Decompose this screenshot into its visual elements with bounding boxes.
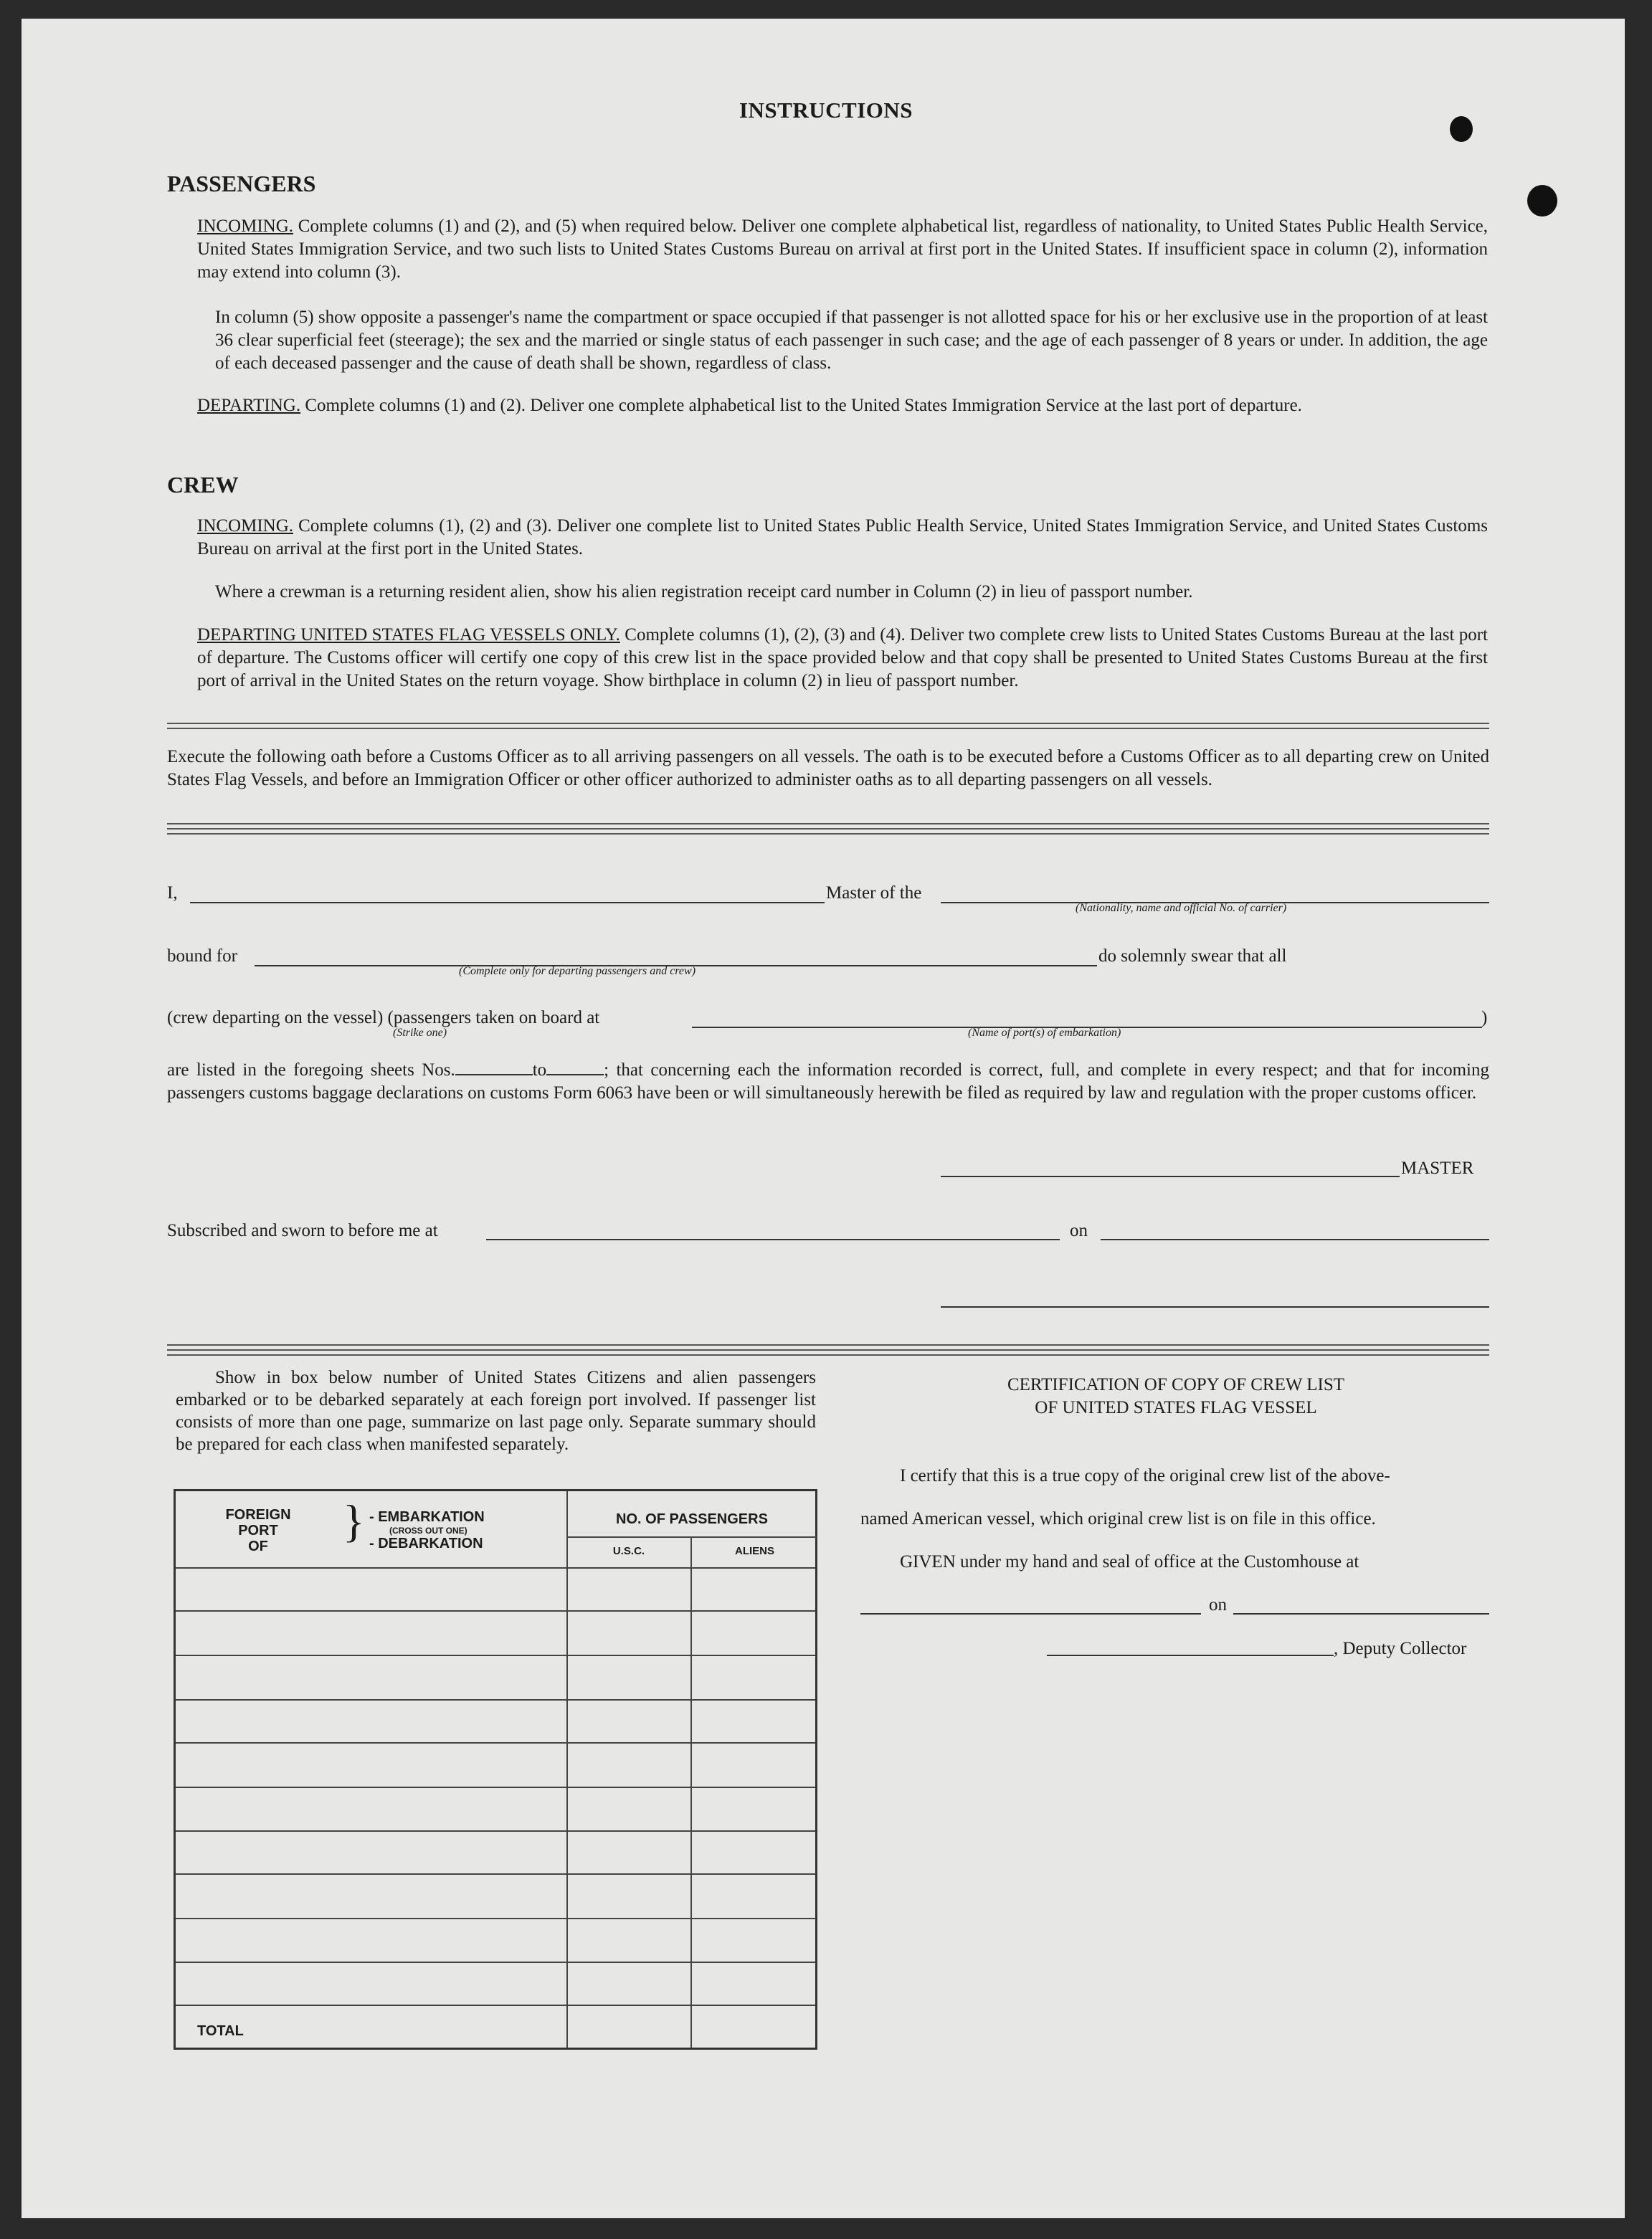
table-row [176,1787,815,1788]
deputy-signature-field[interactable] [1047,1655,1334,1656]
cross-out-caption: (CROSS OUT ONE) [389,1526,467,1536]
divider-rule [167,723,1489,724]
table-row [176,1567,815,1569]
certification-line-3: GIVEN under my hand and seal of office at the Customhouse at [900,1552,1359,1572]
master-label: MASTER [1401,1159,1474,1178]
crew-incoming-lead: INCOMING. [197,516,294,536]
crew-departing-paragraph [197,624,1488,693]
passenger-summary-table [174,1489,817,2050]
sheets-to-field[interactable] [546,1074,604,1075]
complete-only-caption: (Complete only for departing passengers and crew) [459,965,696,977]
crew-incoming-paragraph [197,515,1488,561]
page-title: INSTRUCTIONS [739,98,913,123]
aliens-header: ALIENS [734,1545,774,1557]
crew-resident-paragraph: Where a crewman is a returning resident alien, show his alien registration receipt card number in Column (2) in lieu of passport number. [215,582,1193,602]
sheets-label: are listed in the foregoing sheets Nos. [167,1060,455,1080]
foreign-port-word: FOREIGN [225,1507,291,1523]
divider-rule [167,828,1489,829]
divider-rule [167,1354,1489,1356]
embarkation-label: - EMBARKATION [369,1509,485,1525]
solemnly-swear-text: do solemnly swear that all [1098,946,1287,966]
foreign-port-word: PORT [238,1523,278,1539]
passengers-incoming-paragraph [197,215,1488,284]
crew-departing-text: Complete columns (1), (2), (3) and (4). Deliver two complete crew lists to United States Customs Bureau at the last port of departure. The Customs officer will certify one copy of this crew list in the space provided below and that copy shall be presented to United States Customs Bureau at the first port of arrival in the United States on the return voyage. Show birthplace in column (2) in lieu of passport number. [197,625,1489,690]
debarkation-label: - DEBARKATION [369,1536,483,1551]
table-row [176,1655,815,1656]
passengers-column5-paragraph: In column (5) show opposite a passenger's name the compartment or space occupied if that passenger is not allotted space for his or her exclusive use in the proportion of at least 36 clear superficial feet (steerage); the sex and the married or single status of each passenger in such case; and the age of each passenger of 8 years or under. In addition, the age of each deceased passenger and the cause of death shall be shown, regardless of class. [215,308,1488,373]
certification-date-field[interactable] [1233,1613,1489,1615]
header-divider [567,1536,817,1538]
sheets-from-field[interactable] [455,1074,533,1075]
divider-rule [167,1344,1489,1346]
divider-rule [167,1349,1489,1351]
oath-intro-paragraph: Execute the following oath before a Customs Officer as to all arriving passengers on all vessels. The oath is to be executed before a Customs Officer as to all departing crew on United States Flag Vessels, and before an Immigration Officer or other officer authorized to administer oaths as to all departing passengers on all vessels. [167,747,1489,789]
subscribed-label: Subscribed and sworn to before me at [167,1221,438,1240]
crew-departing-lead: DEPARTING UNITED STATES FLAG VESSELS ONLY. [197,625,620,645]
oath-listed-paragraph [167,1059,1489,1105]
passengers-departing-lead: DEPARTING. [197,396,301,415]
column-divider [690,1536,692,2048]
table-row [176,1742,815,1744]
foreign-port-word: OF [248,1539,268,1554]
no-of-passengers-header: NO. OF PASSENGERS [616,1511,768,1527]
table-row [176,1830,815,1832]
passengers-heading: PASSENGERS [167,171,316,196]
certification-line-1: I certify that this is a true copy of the original crew list of the above- [900,1466,1390,1485]
usc-header: U.S.C. [612,1545,645,1557]
sworn-on-label: on [1070,1221,1088,1240]
certification-line-2: named American vessel, which original crew list is on file in this office. [860,1509,1376,1529]
master-signature-field[interactable] [941,1176,1400,1177]
table-row [176,1699,815,1701]
divider-rule [167,728,1489,729]
certification-heading-2: OF UNITED STATES FLAG VESSEL [1035,1398,1317,1417]
ports-caption: (Name of port(s) of embarkation) [968,1027,1121,1039]
ink-blot [1527,185,1557,217]
passengers-departing-paragraph [197,394,1488,417]
close-paren: ) [1481,1008,1488,1027]
summary-note: Show in box below number of United States Citizens and alien passengers embarked or to be debarked separately at each foreign port involved. If passenger list consists of more than one page, summarize on last page only. Separate summary should be prepared for each class when manifested separately. [176,1368,816,1454]
table-row [176,1962,815,1963]
foreign-port-header [204,1507,312,1554]
divider-rule [167,823,1489,824]
table-row [176,1873,815,1875]
passengers-incoming-text: Complete columns (1) and (2), and (5) when required below. Deliver one complete alphabetical list, regardless of nationality, to United States Public Health Service, United States Immigration Service, and two such lists to United States Customs Bureau on arrival at first port in the United States. If insufficient space in column (2), information may extend into column (3). [197,217,1489,282]
crew-heading: CREW [167,472,239,498]
certification-on-label: on [1209,1595,1227,1615]
master-name-field[interactable] [190,902,825,903]
crew-departing-text: (crew departing on the vessel) (passengers taken on board at [167,1008,600,1027]
listed-rest-text: ; that concerning each the information recorded is correct, full, and complete in every respect; and that for incoming passengers customs baggage declarations on customs Form 6063 have been or will simultaneously herewith be filed as required by law and regulation with the proper customs officer. [167,1060,1489,1103]
sworn-place-field[interactable] [486,1239,1060,1240]
certification-heading-1: CERTIFICATION OF COPY OF CREW LIST [1007,1375,1345,1394]
nationality-caption: (Nationality, name and official No. of carrier) [1076,902,1287,914]
strike-one-caption: (Strike one) [393,1027,447,1039]
table-row [176,1918,815,1919]
table-row [176,1610,815,1612]
officer-signature-field[interactable] [941,1306,1489,1308]
bound-for-label: bound for [167,946,237,966]
master-of-the-label: Master of the [826,883,922,903]
to-label: to [532,1060,547,1080]
oath-i-label: I, [167,883,178,903]
customhouse-field[interactable] [860,1613,1201,1615]
deputy-collector-label: , Deputy Collector [1334,1639,1467,1658]
column-divider [566,1491,568,2048]
passengers-incoming-lead: INCOMING. [197,217,294,236]
sworn-date-field[interactable] [1101,1239,1489,1240]
table-row [176,2005,815,2006]
total-label: TOTAL [197,2023,244,2039]
divider-rule [167,833,1489,835]
crew-incoming-text: Complete columns (1), (2) and (3). Deliver one complete list to United States Public Health Service, United States Immigration Service, and United States Customs Bureau on arrival at the first port in the United States. [197,516,1489,558]
brace-icon: } [343,1496,365,1546]
ink-blot [1450,116,1473,142]
passengers-departing-text: Complete columns (1) and (2). Deliver one complete alphabetical list to the United States Immigration Service at the last port of departure. [305,396,1302,415]
